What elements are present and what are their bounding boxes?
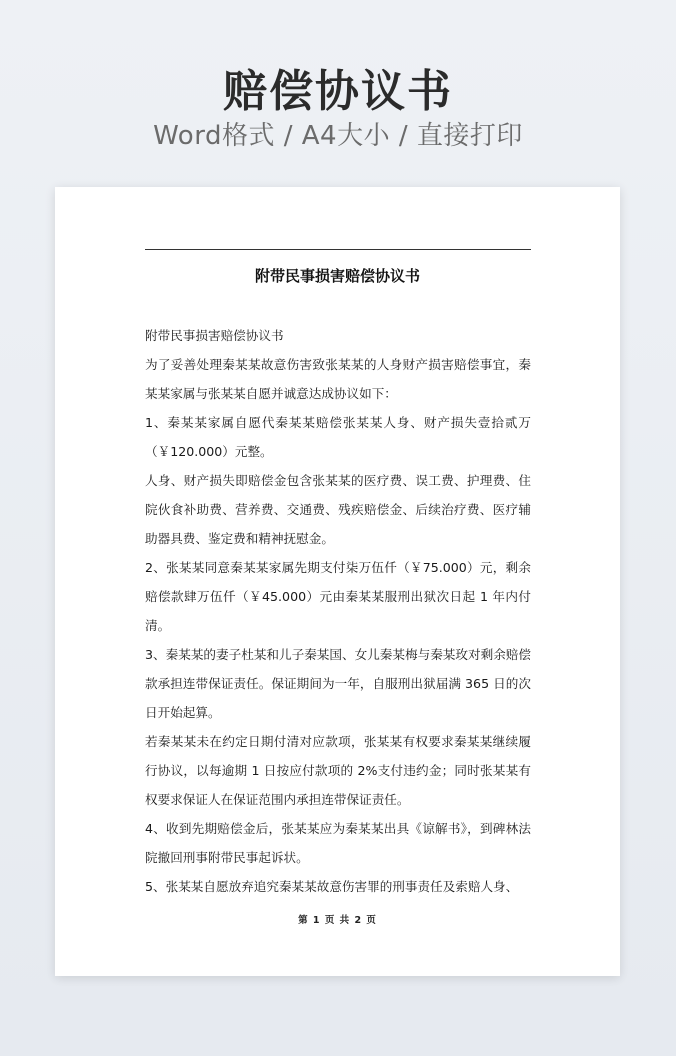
paragraph: 人身、财产损失即赔偿金包含张某某的医疗费、误工费、护理费、住院伙食补助费、营养费、交通费、残疾赔偿金、后续治疗费、医疗辅助器具费、鉴定费和精神抚慰金。 (145, 473, 531, 546)
page-number: 第 1 页 共 2 页 (298, 915, 377, 926)
header-rule (145, 249, 531, 250)
paragraph: 1、秦某某家属自愿代秦某某赔偿张某某人身、财产损失壹拾贰万（￥120.000）元整。 (145, 415, 531, 459)
paragraph: 4、收到先期赔偿金后，张某某应为秦某某出具《谅解书》，到碑林法院撤回刑事附带民事起诉状。 (145, 821, 531, 865)
document-title: 附带民事损害赔偿协议书 (254, 267, 420, 285)
paragraph: 3、秦某某的妻子杜某和儿子秦某国、女儿秦某梅与秦某玫对剩余赔偿款承担连带保证责任。保证期间为一年，自服刑出狱届满 365 日的次日开始起算。 (145, 647, 531, 720)
document-page (55, 187, 620, 976)
document-body (145, 321, 531, 901)
paragraph: 2、张某某同意秦某某家属先期支付柒万伍仟（￥75.000）元，剩余赔偿款肆万伍仟（￥45.000）元由秦某某服刑出狱次日起 1 年内付清。 (145, 560, 531, 633)
paragraph: 附带民事损害赔偿协议书 (145, 328, 284, 343)
paragraph: 5、张某某自愿放弃追究秦某某故意伤害罪的刑事责任及索赔人身、 (145, 879, 519, 894)
banner-title: 赔偿协议书 (223, 66, 453, 117)
paragraph: 为了妥善处理秦某某故意伤害致张某某的人身财产损害赔偿事宜，秦某某家属与张某某自愿并诚意达成协议如下： (145, 357, 531, 401)
paragraph: 若秦某某未在约定日期付清对应款项，张某某有权要求秦某某继续履行协议，以每逾期 1 日按应付款项的 2%支付违约金；同时张某某有权要求保证人在保证范围内承担连带保证责任。 (145, 734, 531, 807)
banner-subtitle: Word格式 / A4大小 / 直接打印 (153, 121, 523, 151)
